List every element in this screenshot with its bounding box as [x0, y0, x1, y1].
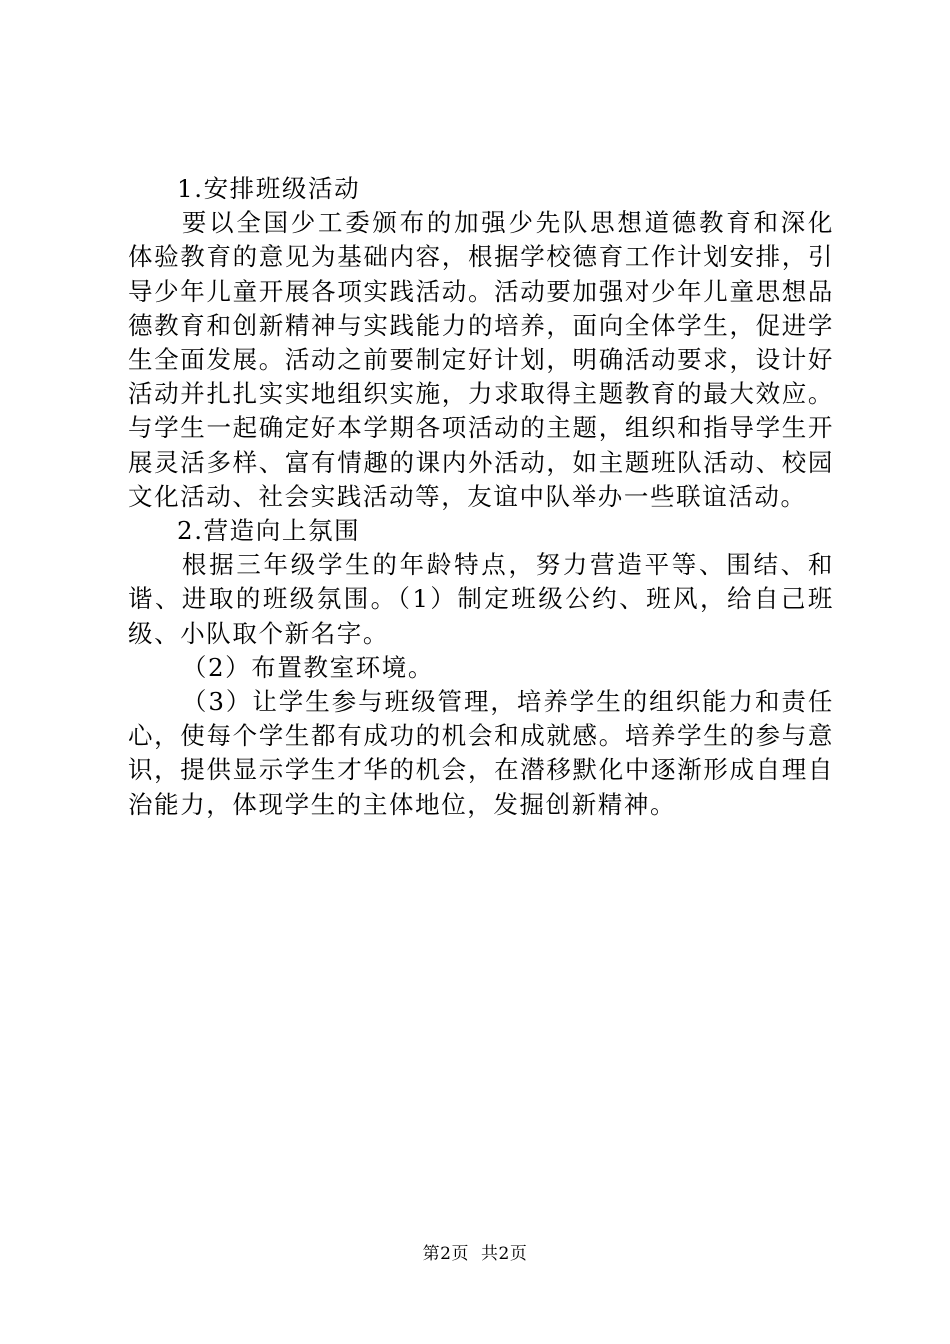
body-paragraph-1: 要以全国少工委颁布的加强少先队思想道德教育和深化体验教育的意见为基础内容，根据学校德育工作计划安排，引导少年儿童开展各项实践活动。活动要加强对少年儿童思想品德教育和创新精神与实践能力的培养，面向全体学生，促进学生全面发展。活动之前要制定好计划，明确活动要求，设计好活动并扎扎实实地组织实施，力求取得主题教育的最大效应。与学生一起确定好本学期各项活动的主题，组织和指导学生开展灵活多样、富有情趣的课内外活动，如主题班队活动、校园文化活动、社会实践活动等，友谊中队举办一些联谊活动。: [128, 208, 834, 511]
body-paragraph-2: 根据三年级学生的年龄特点，努力营造平等、围结、和谐、进取的班级氛围。（1）制定班级公约、班风，给自己班级、小队取个新名字。: [128, 550, 834, 648]
section-heading-1: 1.安排班级活动: [177, 174, 361, 203]
page-total: 共2页: [481, 1244, 528, 1264]
body-paragraph-3: （2）布置教室环境。: [181, 652, 434, 682]
body-paragraph-4: （3）让学生参与班级管理，培养学生的组织能力和责任心，使每个学生都有成功的机会和成就感。培养学生的参与意识，提供显示学生才华的机会，在潜移默化中逐渐形成自理自治能力，体现学生的主体地位，发掘创新精神。: [128, 687, 834, 819]
document-body: [128, 172, 834, 822]
page-footer: [0, 1244, 950, 1264]
page-number: 第2页: [422, 1244, 469, 1264]
section-heading-2: 2.营造向上氛围: [177, 516, 361, 546]
